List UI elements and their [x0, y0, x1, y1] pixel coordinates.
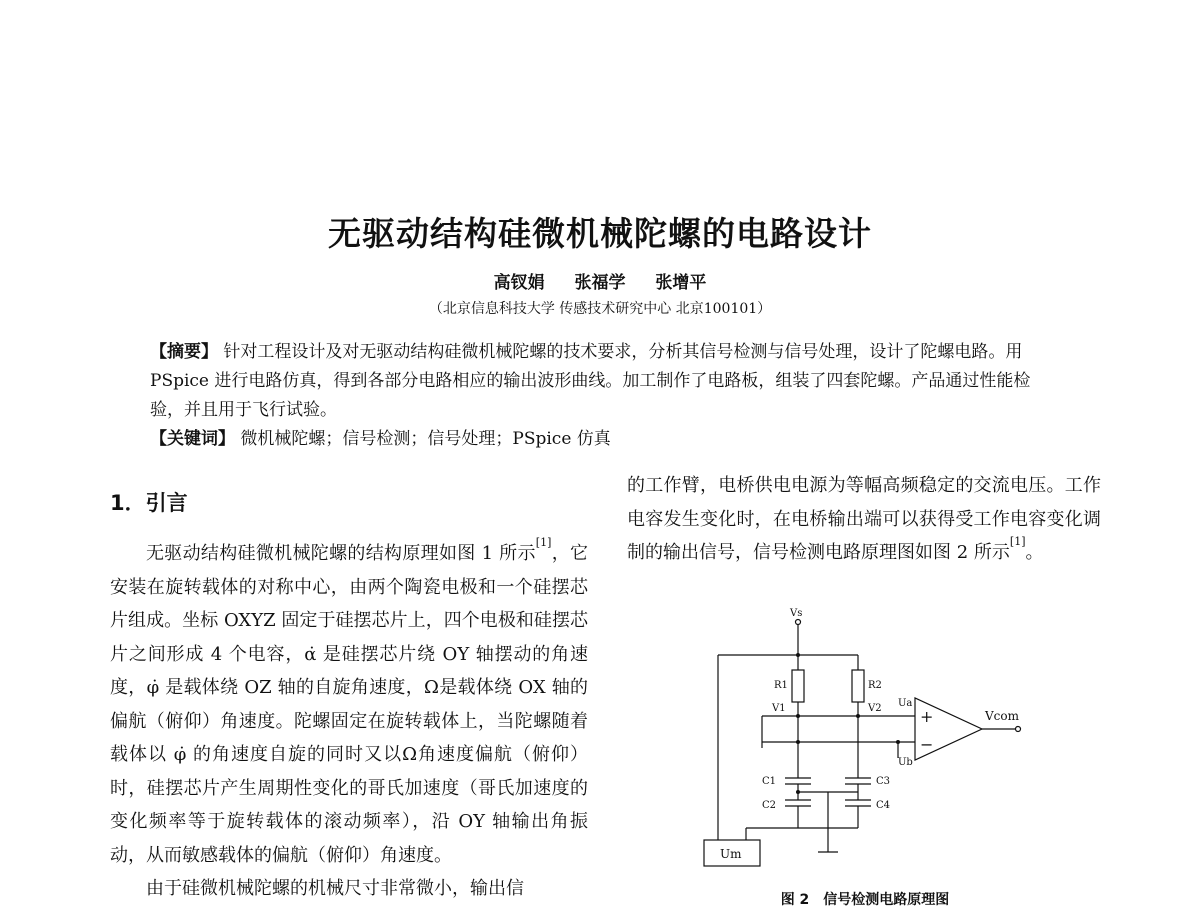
affiliation: （北京信息科技大学 传感技术研究中心 北京100101）: [428, 301, 772, 317]
label-v1: V1: [772, 703, 786, 714]
resistor-r2: [852, 670, 864, 702]
intro-paragraph-2: 由于硅微机械陀螺的机械尺寸非常微小，输出信: [146, 878, 524, 899]
abstract-label: 【摘要】: [150, 342, 218, 362]
author-2: 张福学: [574, 273, 626, 293]
author-1: 高钗娟: [493, 273, 545, 293]
signal-detection-circuit: [690, 600, 1050, 875]
author-3: 张增平: [655, 273, 707, 293]
para1-part-a: 无驱动结构硅微机械陀螺的结构原理如图 1 所示: [146, 543, 536, 564]
label-minus: −: [920, 735, 934, 754]
label-vs: Vs: [790, 608, 803, 619]
figure-caption: 图 2 信号检测电路原理图: [780, 892, 950, 908]
keywords: [150, 425, 1060, 454]
abstract: [150, 338, 1060, 425]
citation-ref: [1]: [535, 536, 552, 549]
right-text-b: 。: [1025, 542, 1044, 563]
label-c2: C2: [762, 800, 777, 811]
label-c3: C3: [876, 776, 891, 787]
author-list: [0, 268, 1200, 293]
label-plus: +: [920, 707, 934, 726]
label-um: Um: [720, 847, 742, 861]
label-r1: R1: [774, 680, 788, 691]
intro-paragraph-1: [110, 537, 588, 872]
label-ub: Ub: [898, 757, 913, 768]
keywords-label: 【关键词】: [150, 429, 235, 449]
left-column: [110, 537, 588, 906]
resistor-r1: [792, 670, 804, 702]
citation-ref-right: [1]: [1009, 535, 1026, 548]
right-text-a: 的工作臂，电桥供电电源为等幅高频稳定的交流电压。工作电容发生变化时，在电桥输出端可以获得受工作电容变化调制的输出信号，信号检测电路原理图如图 2 所示: [627, 475, 1101, 563]
label-c1: C1: [762, 776, 777, 787]
label-r2: R2: [868, 680, 882, 691]
label-ua: Ua: [898, 698, 913, 709]
vs-terminal: [796, 620, 801, 625]
label-c4: C4: [876, 800, 891, 811]
abstract-text: 针对工程设计及对无驱动结构硅微机械陀螺的技术要求，分析其信号检测与信号处理，设计了陀螺电路。用 PSpice 进行电路仿真，得到各部分电路相应的输出波形曲线。加工制作了电路板，组装了四套陀螺。产品通过性能检验，并且用于飞行试验。: [150, 342, 1031, 420]
vcom-terminal: [1016, 727, 1021, 732]
section-heading: 1．引言: [110, 491, 188, 515]
right-column: [627, 469, 1101, 570]
keywords-text: 微机械陀螺；信号检测；信号处理；PSpice 仿真: [240, 429, 611, 449]
para1-part-b: ，它安装在旋转载体的对称中心，由两个陶瓷电极和一个硅摆芯片组成。坐标 OXYZ 固定于硅摆芯片上，四个电极和硅摆芯片之间形成 4 个电容，α̇ 是硅摆芯片绕 OY 轴摆动的角速度，φ̇ 是载体绕 OZ 轴的自旋角速度，Ω是载体绕 OX 轴的偏航（俯仰）角速度。陀螺固定在旋转载体上，当陀螺随着载体以 φ̇ 的角速度自旋的同时又以Ω角速度偏航（俯仰）时，硅摆芯片产生周期性变化的哥氏加速度（哥氏加速度的变化频率等于旋转载体的滚动频率），沿 OY 轴输出角振动，从而敏感载体的偏航（俯仰）角速度。: [110, 543, 588, 866]
label-vcom: Vcom: [985, 709, 1019, 723]
paper-title: 无驱动结构硅微机械陀螺的电路设计: [328, 214, 872, 253]
label-v2: V2: [868, 703, 882, 714]
